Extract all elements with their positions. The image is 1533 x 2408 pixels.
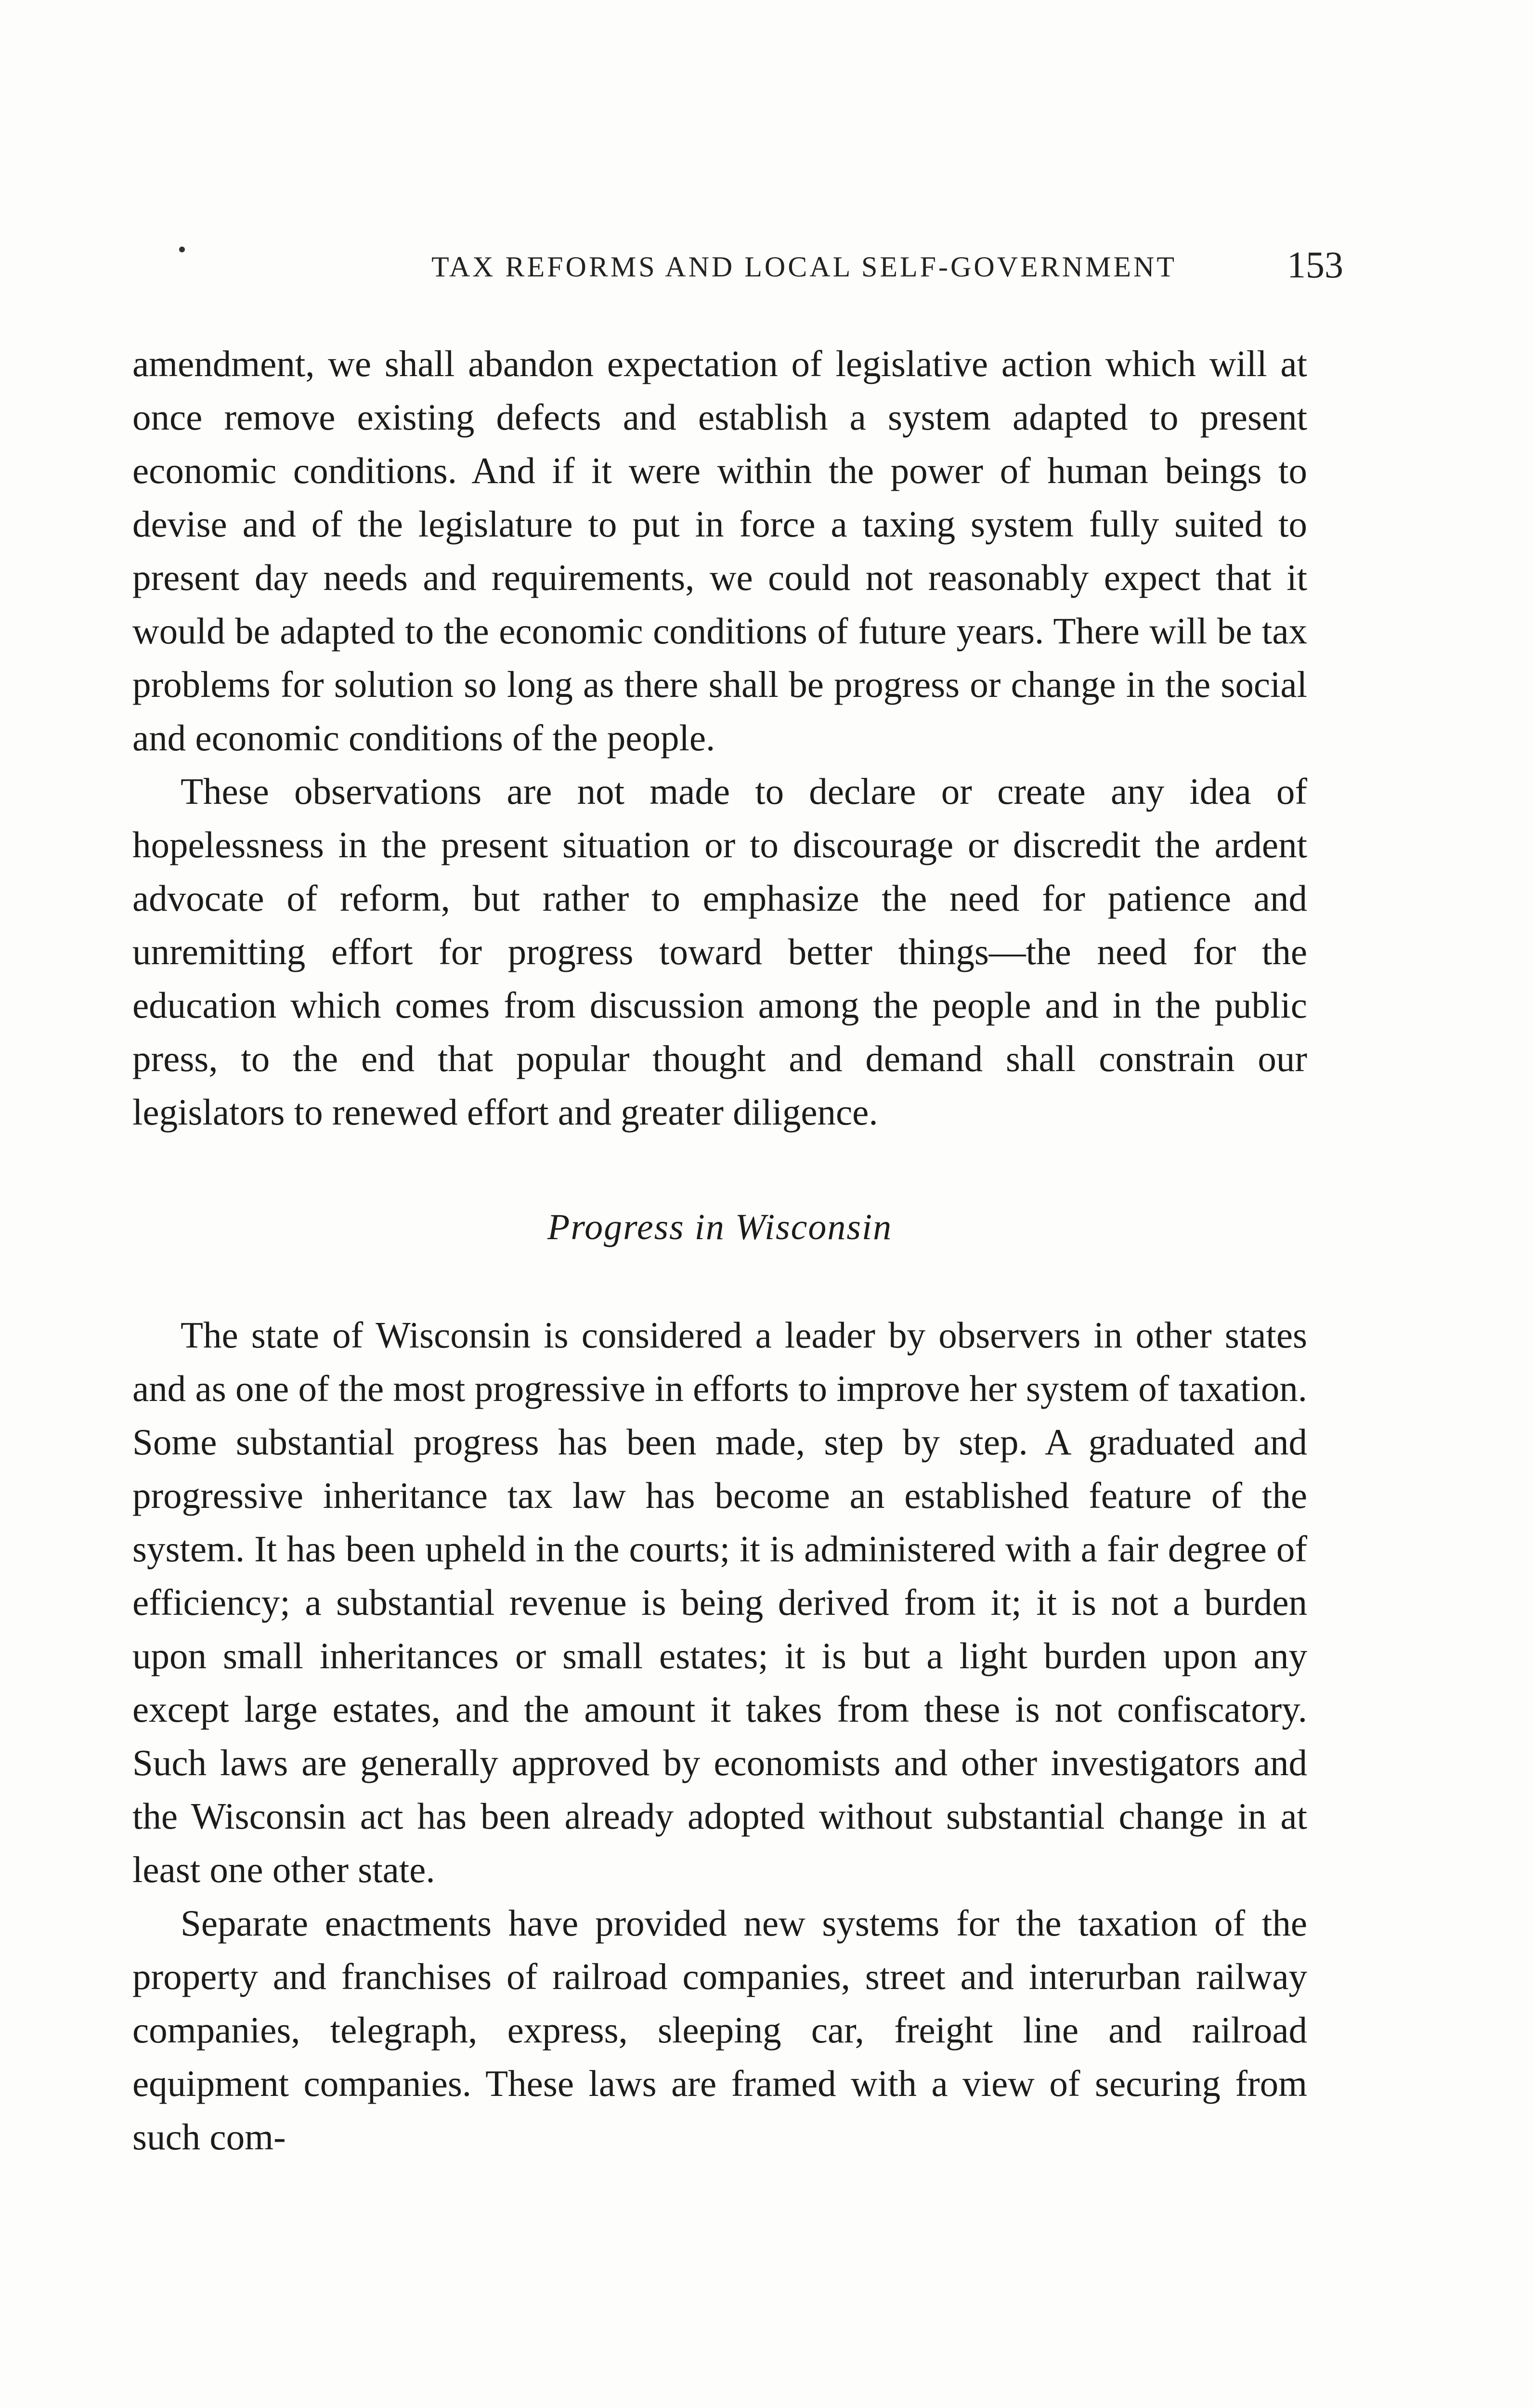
section-heading: Progress in Wisconsin [547,1207,893,1247]
running-title: TAX REFORMS AND LOCAL SELF-GOVERNMENT [431,251,1177,283]
body-text [132,337,1307,2164]
page-number: 153 [1287,244,1343,286]
paragraph: These observations are not made to declare or create any idea of hopelessness in the present situation or to discourage or discredit the ardent advocate of reform, but rather to emphasize the need for patience and unremitting effort for progress toward better things—the need for the education which comes from discussion among the people and in the public press, to the end that popular thought and demand shall constrain our legislators to renewed effort and greater diligence. [132,771,1307,1133]
paragraph-continued: amendment, we shall abandon expectation of legislative action which will at once remove existing defects and establish a system adapted to present economic conditions. And if it were within the power of human beings to devise and of the legislature to put in force a taxing system fully suited to present day needs and requirements, we could not reasonably expect that it would be adapted to the economic conditions of future years. There will be tax problems for solution so long as there shall be progress or change in the social and economic conditions of the people. [132,343,1307,759]
paragraph: Separate enactments have provided new systems for the taxation of the property and franchises of railroad companies, street and interurban railway companies, telegraph, express, sleeping car, freight line and railroad equipment companies. These laws are framed with a view of securing from such com- [132,1902,1307,2158]
paragraph: The state of Wisconsin is considered a leader by observers in other states and as one of the most progressive in efforts to improve her system of taxation. Some substantial progress has been made, step by step. A graduated and progressive inheritance tax law has become an established feature of the system. It has been upheld in the courts; it is administered with a fair degree of efficiency; a substantial revenue is being derived from it; it is not a burden upon small inheritances or small estates; it is but a light burden upon any except large estates, and the amount it takes from these is not confiscatory. Such laws are generally approved by economists and other investigators and the Wisconsin act has been already adopted without substantial change in at least one other state. [132,1314,1307,1890]
ink-speck [179,247,185,252]
